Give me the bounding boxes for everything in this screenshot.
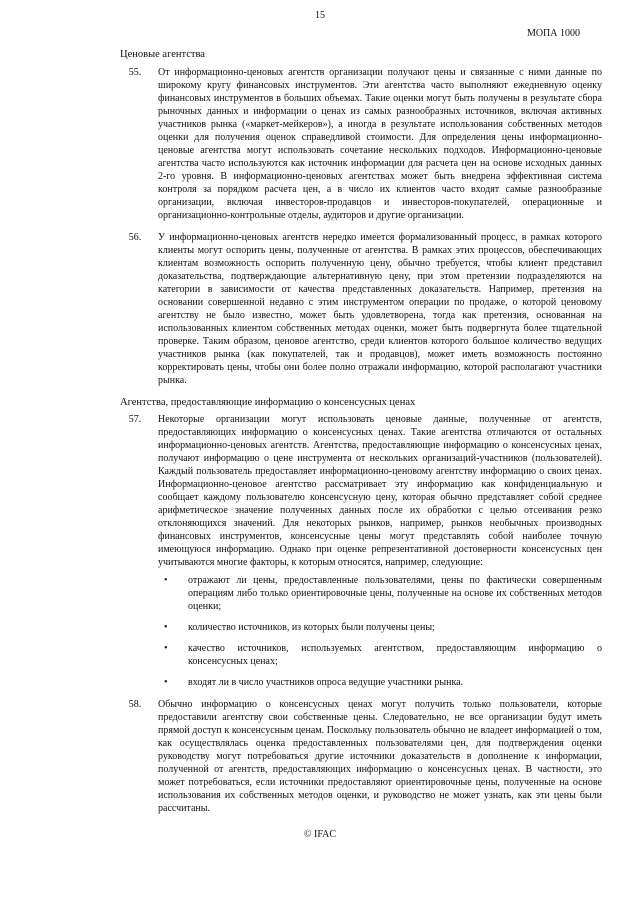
section-heading: Агентства, предоставляющие информацию о консенсусных ценах bbox=[120, 396, 416, 408]
paragraph-number: 55. bbox=[128, 66, 142, 78]
bullet-icon: • bbox=[164, 643, 168, 655]
bullet-item bbox=[158, 676, 602, 689]
bullet-item bbox=[158, 621, 602, 634]
bullet-icon: • bbox=[164, 622, 168, 634]
document-body bbox=[120, 48, 602, 824]
bullet-item bbox=[158, 642, 602, 668]
bullet-list bbox=[158, 574, 602, 689]
paragraph-number: 57. bbox=[128, 414, 142, 426]
section bbox=[120, 48, 602, 387]
paragraph-text: У информационно-ценовых агентств нередко имеется формализованный процесс, в рамках которого клиенты могут оспорить цены, полученные от агентства. В рамках этих процессов, обеспечивающих клиентам возможность оспорить полученную цену, обычно требуется, чтобы клиент представил доказательства, подтверждающие альтернативную цену, при этом претензии подразделяются на категории в зависимости от качества представленных доказательств. Например, претензия на основании совершенной недавно с этим инструментом операции по продаже, о которой ценовому агентству не было известно, может быть удовлетворена, тогда как претензия, основанная на использованных клиентом собственных методах оценки, может быть подвергнута более тщательной проверке. Таким образом, ценовое агентство, среди клиентов которого большое количество ведущих участников рынка (как покупателей, так и продавцов), может иметь возможность постоянно корректировать цены, чтобы они более полно отражали информацию, которой располагают участники рынка. bbox=[158, 231, 602, 386]
bullet-text: входят ли в число участников опроса ведущие участники рынка. bbox=[188, 677, 464, 689]
paragraph-number: 56. bbox=[128, 231, 142, 243]
page-number: 15 bbox=[315, 10, 325, 21]
bullet-item bbox=[158, 574, 602, 613]
paragraph bbox=[120, 66, 602, 222]
paragraph bbox=[120, 698, 602, 815]
section bbox=[120, 396, 602, 816]
paragraph-number: 58. bbox=[128, 699, 142, 711]
paragraph bbox=[120, 231, 602, 387]
paragraph bbox=[120, 413, 602, 689]
bullet-icon: • bbox=[164, 575, 168, 587]
bullet-text: количество источников, из которых были получены цены; bbox=[188, 622, 435, 634]
copyright-footer: © IFAC bbox=[303, 829, 337, 840]
bullet-icon: • bbox=[164, 677, 168, 689]
paragraph-text: Обычно информацию о консенсусных ценах могут получить только пользователи, которые предоставили агентству свои собственные цены. Следовательно, не все организации будут иметь прямой доступ к консенсусным ценам. Поскольку пользователь обычно не владеет информацией о том, как осуществлялась оценка предоставленных пользователями цен, для подтверждения оценки руководству могут потребоваться другие источники доказательств в дополнение к информации, полученной от агентств, предоставляющих информацию о консенсусных ценах. В частности, это может потребоваться, если источники предоставляют ориентировочные цены, полученные на основе использования их собственных методов оценки, и руководство не может узнать, как эти цены были рассчитаны. bbox=[158, 699, 602, 815]
bullet-text: качество источников, используемых агентством, предоставляющим информацию о консенсусных ценах; bbox=[188, 643, 602, 668]
paragraph-text: От информационно-ценовых агентств организации получают цены и связанные с ними данные по широкому кругу финансовых инструментов. Эти агентства часто выполняют ежедневную оценку финансовых инструментов в больших объемах. Такие оценки могут быть получены в результате сбора рыночных данных и информации о ценах из самых разнообразных источников, включая активных участников рынка («маркет-мейкеров»), а иногда в результате использования собственных методов оценки для получения оценок справедливой стоимости. Для определения цены информационно-ценовые агентства могут использовать сочетание нескольких подходов. Информационно-ценовые агентства часто используются как источник информации для расчета цен на основе исходных данных 2-го уровня. В информационно-ценовых агентствах может быть внедрена эффективная система контроля за порядком расчета цен, а в число их клиентов часто входят самые разнообразные организации, включая инвесторов-продавцов и инвесторов-покупателей, операционные и организационно-контрольные отделы, аудиторов и другие организации. bbox=[158, 66, 602, 221]
document-code: МОПА 1000 bbox=[526, 28, 580, 39]
paragraph-text: Некоторые организации могут использовать ценовые данные, полученные от агентств, предоставляющих информацию о консенсусных ценах. Такие агентства отличаются от остальных информационно-ценовых агентств. Агентства, предоставляющие информацию о консенсусных ценах, получают информацию о цене инструмента от нескольких организаций-участников (пользователей). Каждый пользователь предоставляет информационно-ценовому агентству информацию о своих ценах. Информационно-ценовое агентство рассматривает эту информацию как конфиденциальную и сообщает каждому пользователю консенсусную цену, которая обычно представляет собой среднее арифметическое значение полученных данных после их обработки с целью отсеивания резко отклоняющихся значений. Для некоторых рынков, например, рынков необычных производных финансовых инструментов, консенсусные цены могут представлять собой наиболее точную имеющуюся информацию. Однако при оценке репрезентативной достоверности консенсусных цен учитываются многие факторы, к которым относятся, например, следующие: bbox=[158, 414, 602, 569]
section-heading: Ценовые агентства bbox=[120, 49, 205, 60]
bullet-text: отражают ли цены, предоставленные пользователями, цены по фактически совершенным операциям либо только ориентировочные цены, полученные на основе их собственных методов оценки; bbox=[188, 575, 602, 613]
